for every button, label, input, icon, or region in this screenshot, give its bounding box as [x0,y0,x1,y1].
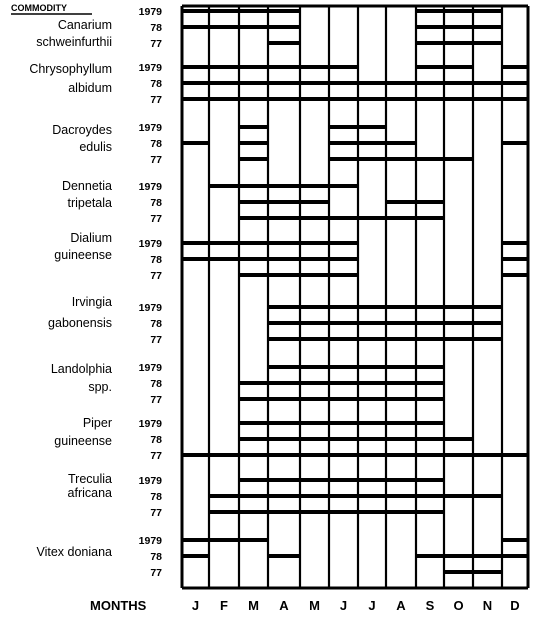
commodity-name: Canarium [57,18,112,32]
availability-bar [386,200,444,204]
month-label: D [510,598,520,613]
commodity-name: tripetala [67,196,112,210]
year-label: 1979 [138,62,162,74]
year-label: 78 [150,491,162,503]
months-axis-label: MONTHS [90,598,147,613]
availability-bar [416,25,502,29]
availability-bar [268,321,502,325]
availability-bar [209,184,358,188]
commodity-name: Vitex doniana [36,545,112,559]
availability-bar [239,381,444,385]
commodity-name: Irvingia [71,295,112,309]
year-label: 78 [150,434,162,446]
availability-bar [182,554,209,558]
row-labels [29,6,162,579]
availability-bar [182,141,209,145]
year-label: 78 [150,318,162,330]
availability-bar [444,570,502,574]
availability-bar [502,538,528,542]
availability-bar [182,241,358,245]
availability-bar [182,453,528,457]
availability-bar [182,538,268,542]
year-label: 77 [150,154,162,166]
year-label: 77 [150,394,162,406]
availability-bar [416,41,502,45]
year-label: 1979 [138,362,162,374]
availability-bar [239,421,444,425]
commodity-name: Landolphia [50,362,112,376]
commodity-name: Piper [82,416,112,430]
availability-bar [329,125,386,129]
month-label: O [453,598,464,613]
availability-bar [239,273,358,277]
commodity-name: guineense [54,434,112,448]
year-label: 78 [150,138,162,150]
month-label: J [191,598,200,613]
commodity-name: edulis [79,140,112,154]
availability-bar [209,494,502,498]
year-label: 77 [150,567,162,579]
month-label: J [339,598,348,613]
availability-bar [502,141,528,145]
year-label: 77 [150,270,162,282]
availability-bar [268,337,502,341]
availability-bar [182,65,358,69]
availability-bar [268,365,444,369]
availability-bar [239,216,444,220]
year-label: 77 [150,213,162,225]
year-label: 1979 [138,418,162,430]
year-label: 77 [150,94,162,106]
year-label: 78 [150,254,162,266]
month-label: N [482,598,493,613]
month-label: J [368,598,376,613]
month-label: S [425,598,435,613]
commodity-name: Dennetia [61,179,112,193]
commodity-name: guineense [54,248,112,262]
availability-bar [416,554,528,558]
availability-bar [239,437,473,441]
availability-bar [239,157,268,161]
availability-bar [239,200,329,204]
year-label: 78 [150,551,162,563]
availability-bar [239,125,268,129]
year-label: 77 [150,38,162,50]
availability-bar [268,554,300,558]
commodity-name: Dialium [70,231,112,245]
commodity-name: gabonensis [48,316,112,330]
availability-bar [416,9,502,13]
year-label: 1979 [138,122,162,134]
year-label: 78 [150,197,162,209]
availability-bar [182,97,528,101]
availability-bar [182,9,300,13]
availability-bar [416,65,473,69]
availability-bar [182,257,358,261]
commodity-name: albidum [68,81,112,95]
month-label: M [248,598,259,613]
availability-bar [268,305,502,309]
availability-bar [329,157,473,161]
month-label: M [309,598,320,613]
year-label: 1979 [138,181,162,193]
commodity-name: Chrysophyllum [29,62,112,76]
commodity-name: Treculia [68,472,112,486]
year-label: 78 [150,378,162,390]
year-label: 1979 [138,6,162,18]
month-label: A [396,598,406,613]
month-axis [90,598,520,613]
year-label: 78 [150,22,162,34]
year-label: 1979 [138,302,162,314]
commodity-name: spp. [88,380,112,394]
commodity-name: Dacroydes [52,123,112,137]
year-label: 1979 [138,535,162,547]
availability-bar [268,41,300,45]
availability-bar [239,478,444,482]
month-label: A [279,598,289,613]
availability-bar [329,141,416,145]
commodity-name: schweinfurthii [36,35,112,49]
year-label: 77 [150,507,162,519]
header-group [11,3,92,14]
availability-bar [209,510,444,514]
availability-bar [502,65,528,69]
availability-bar [502,273,528,277]
year-label: 77 [150,450,162,462]
commodity-name: africana [67,486,112,500]
availability-bar [502,241,528,245]
availability-bar [182,25,300,29]
month-label: F [220,598,228,613]
availability-bar [239,397,444,401]
year-label: 1979 [138,238,162,250]
chart-grid [182,6,528,588]
availability-bar [182,81,528,85]
availability-bars [182,9,528,574]
year-label: 1979 [138,475,162,487]
availability-bar [239,141,268,145]
year-label: 78 [150,78,162,90]
commodity-header: COMMODITY [11,3,67,13]
availability-bar [502,257,528,261]
year-label: 77 [150,334,162,346]
